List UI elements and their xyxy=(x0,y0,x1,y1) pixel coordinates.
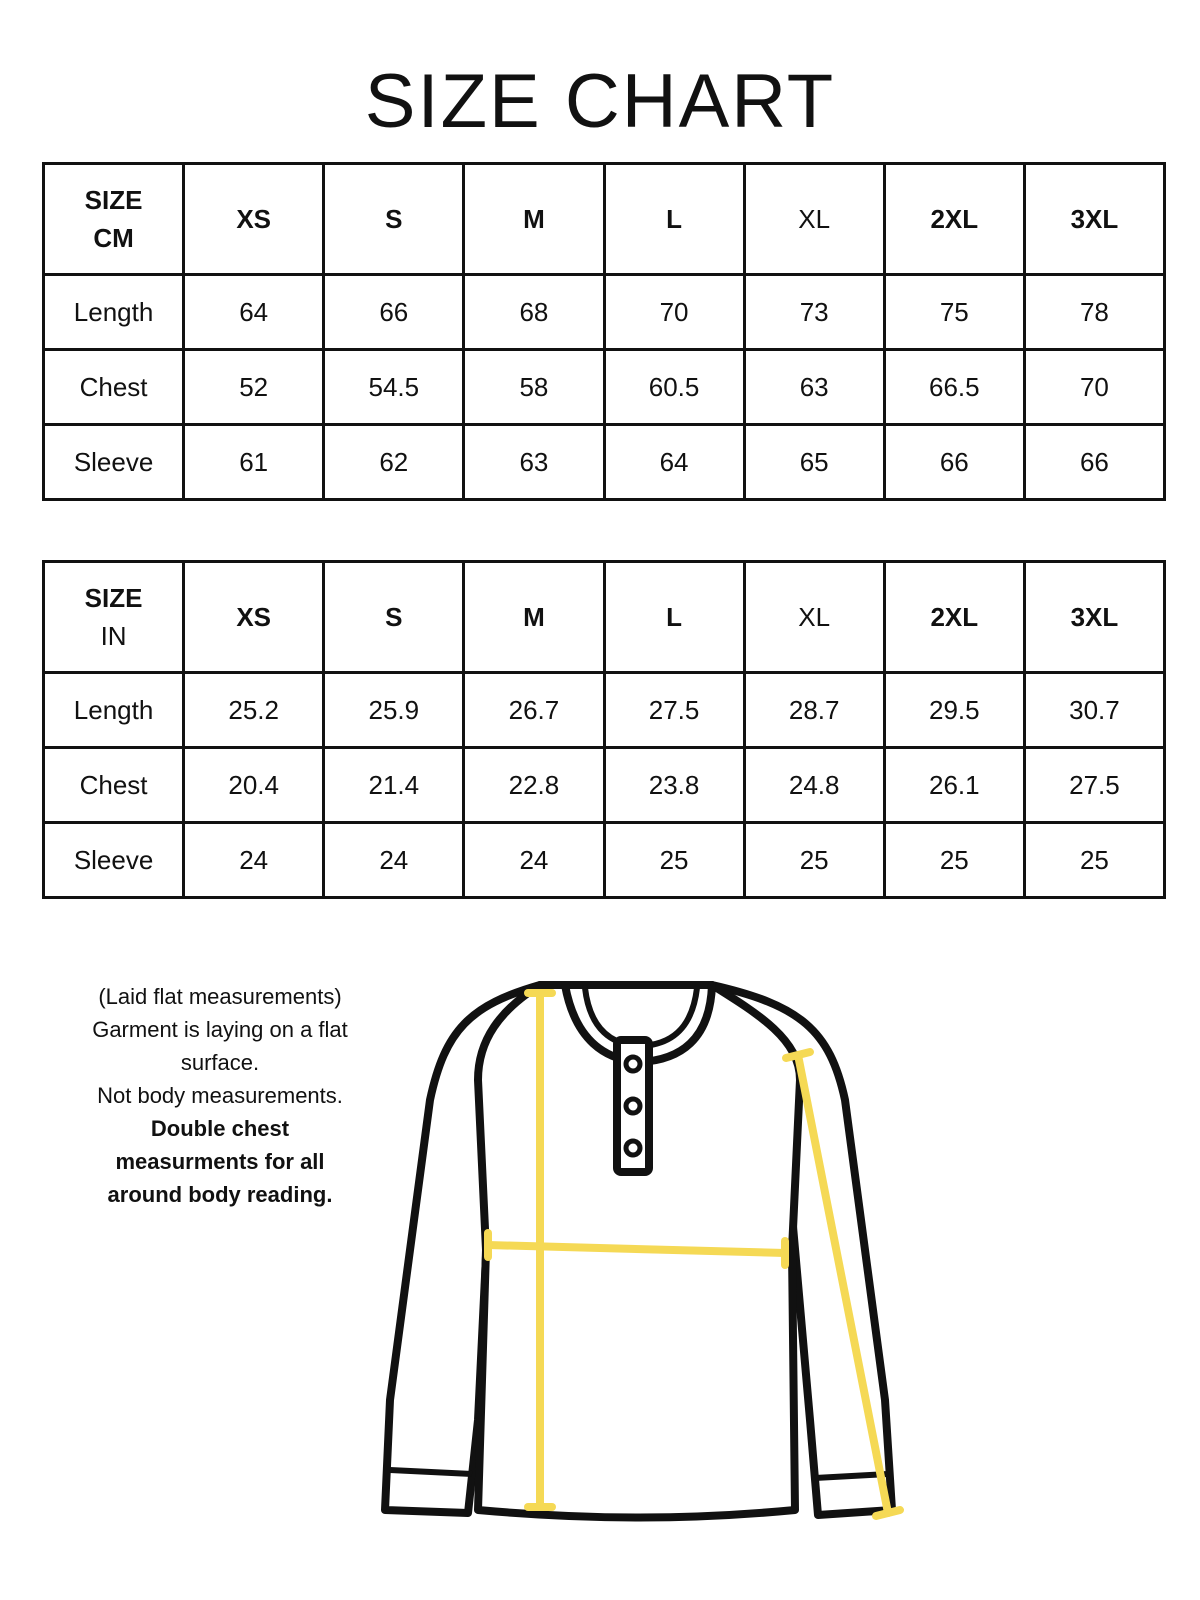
page-title: SIZE CHART xyxy=(364,59,836,144)
table-cell: 63 xyxy=(744,350,884,425)
note-line-bold: around body reading. xyxy=(107,1182,333,1207)
row-label: Sleeve xyxy=(44,823,184,898)
table-cell: 29.5 xyxy=(884,673,1024,748)
table-cell: 75 xyxy=(884,275,1024,350)
size-header-cell: S xyxy=(324,562,464,673)
table-cell: 26.1 xyxy=(884,748,1024,823)
header-unit-label: CM xyxy=(93,223,134,253)
table-cell: 61 xyxy=(184,425,324,500)
size-header-cell: XL xyxy=(744,164,884,275)
row-label: Sleeve xyxy=(44,425,184,500)
table-cell: 66 xyxy=(324,275,464,350)
note-line: Garment is laying on a flat xyxy=(92,1017,348,1042)
table-cell: 58 xyxy=(464,350,604,425)
table-cell: 24 xyxy=(324,823,464,898)
table-cell: 22.8 xyxy=(464,748,604,823)
table-cell: 20.4 xyxy=(184,748,324,823)
note-line: surface. xyxy=(180,1050,260,1075)
table-cell: 78 xyxy=(1024,275,1164,350)
size-header-cell: S xyxy=(324,164,464,275)
table-cell: 24 xyxy=(464,823,604,898)
note-line-bold: Double chest xyxy=(150,1116,290,1141)
table-cell: 25.2 xyxy=(184,673,324,748)
table-cell: 54.5 xyxy=(324,350,464,425)
table-cell: 25 xyxy=(604,823,744,898)
size-header-cell: 3XL xyxy=(1024,164,1164,275)
note-line: (Laid flat measurements) xyxy=(98,984,342,1009)
note-line-bold: measurments for all xyxy=(115,1149,325,1174)
table-cell: 70 xyxy=(1024,350,1164,425)
table-cell: 70 xyxy=(604,275,744,350)
size-header-cell: M xyxy=(464,164,604,275)
table-cell: 26.7 xyxy=(464,673,604,748)
size-header-cell: XS xyxy=(184,562,324,673)
table-cell: 24 xyxy=(184,823,324,898)
size-header-cell: L xyxy=(604,562,744,673)
table-cell: 21.4 xyxy=(324,748,464,823)
table-cell: 64 xyxy=(604,425,744,500)
left-cuff-line xyxy=(390,1470,472,1474)
table-cell: 66 xyxy=(1024,425,1164,500)
table-cell: 27.5 xyxy=(604,673,744,748)
table-cell: 25.9 xyxy=(324,673,464,748)
row-label: Chest xyxy=(44,350,184,425)
table-cell: 25 xyxy=(884,823,1024,898)
size-header-cell: L xyxy=(604,164,744,275)
header-unit-label: IN xyxy=(100,621,127,651)
table-cell: 68 xyxy=(464,275,604,350)
size-header-cell: 2XL xyxy=(884,164,1024,275)
note-line: Not body measurements. xyxy=(97,1083,343,1108)
row-label: Length xyxy=(44,275,184,350)
table-cell: 52 xyxy=(184,350,324,425)
size-header-cell: 3XL xyxy=(1024,562,1164,673)
size-header-cell: XS xyxy=(184,164,324,275)
button-icon xyxy=(626,1099,640,1113)
row-label: Chest xyxy=(44,748,184,823)
header-size-label: SIZE xyxy=(84,185,143,215)
table-cell: 24.8 xyxy=(744,748,884,823)
row-label: Length xyxy=(44,673,184,748)
table-cell: 63 xyxy=(464,425,604,500)
table-cell: 23.8 xyxy=(604,748,744,823)
size-header-cell: 2XL xyxy=(884,562,1024,673)
table-cell: 25 xyxy=(1024,823,1164,898)
table-cell: 62 xyxy=(324,425,464,500)
size-header-cell: M xyxy=(464,562,604,673)
table-cell: 66.5 xyxy=(884,350,1024,425)
table-cell: 30.7 xyxy=(1024,673,1164,748)
button-icon xyxy=(626,1141,640,1155)
table-cell: 25 xyxy=(744,823,884,898)
table-cell: 73 xyxy=(744,275,884,350)
header-size-label: SIZE xyxy=(84,583,143,613)
table-cell: 66 xyxy=(884,425,1024,500)
table-cell: 64 xyxy=(184,275,324,350)
table-cell: 28.7 xyxy=(744,673,884,748)
size-header-cell: XL xyxy=(744,562,884,673)
table-cell: 60.5 xyxy=(604,350,744,425)
table-cell: 65 xyxy=(744,425,884,500)
table-cell: 27.5 xyxy=(1024,748,1164,823)
button-icon xyxy=(626,1057,640,1071)
